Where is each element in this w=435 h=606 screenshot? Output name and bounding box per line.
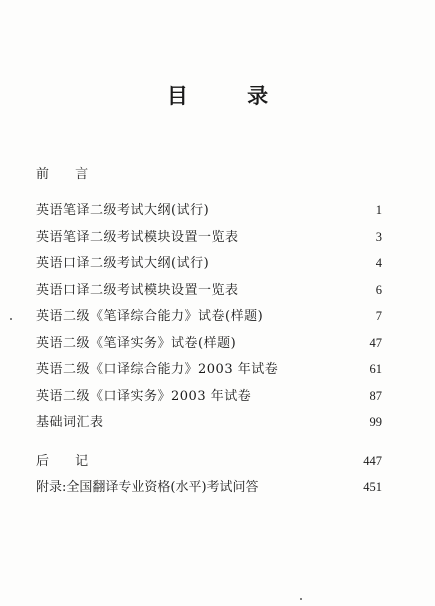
appendix-entry: [36, 476, 382, 502]
postscript-entry: [36, 450, 382, 476]
toc-entry: [36, 332, 382, 359]
toc-entry-label: 英语二级《口译实务》2003 年试卷: [36, 388, 252, 404]
toc-entry-page: 47: [369, 335, 382, 350]
postscript-page: 447: [363, 454, 382, 468]
back-matter: [36, 450, 382, 502]
toc-entry-label: 英语二级《口译综合能力》2003 年试卷: [36, 362, 279, 377]
toc-entry-label: 英语二级《笔译综合能力》试卷(样题): [36, 309, 264, 324]
toc-entry-page: 87: [369, 388, 382, 403]
toc-entry: [36, 385, 382, 412]
toc-entry-label: 英语笔译二级考试模块设置一览表: [36, 229, 239, 245]
toc-entry-page: 1: [375, 203, 382, 217]
toc-entry: [36, 411, 382, 438]
toc-entry: [36, 252, 382, 279]
toc-entry-page: 61: [369, 362, 382, 376]
toc-entry: [36, 199, 382, 226]
preface-heading: 前 言: [36, 167, 100, 182]
toc-entry-page: 6: [375, 282, 382, 297]
toc-entry-page: 99: [369, 415, 382, 429]
scan-speck: [300, 598, 302, 600]
toc-entry: [36, 305, 382, 332]
table-of-contents: [36, 199, 382, 438]
toc-entry-label: 英语二级《笔译实务》试卷(样题): [36, 335, 237, 351]
toc-entry: [36, 358, 382, 385]
toc-entry-label: 英语口译二级考试大纲(试行): [36, 256, 210, 271]
scan-speck: [10, 318, 12, 320]
postscript-label: 后 记: [36, 454, 100, 469]
page-title: 目 录: [166, 84, 295, 108]
toc-entry-page: 3: [375, 229, 382, 244]
toc-entry-label: 英语口译二级考试模块设置一览表: [36, 282, 239, 298]
toc-entry-label: 英语笔译二级考试大纲(试行): [36, 203, 210, 218]
toc-entry-page: 4: [375, 256, 382, 270]
appendix-page: 451: [363, 480, 382, 494]
toc-entry-page: 7: [375, 309, 382, 323]
appendix-label: 附录:全国翻译专业资格(水平)考试问答: [36, 480, 259, 495]
toc-entry-label: 基础词汇表: [36, 415, 104, 430]
toc-entry: [36, 226, 382, 253]
toc-entry: [36, 279, 382, 306]
